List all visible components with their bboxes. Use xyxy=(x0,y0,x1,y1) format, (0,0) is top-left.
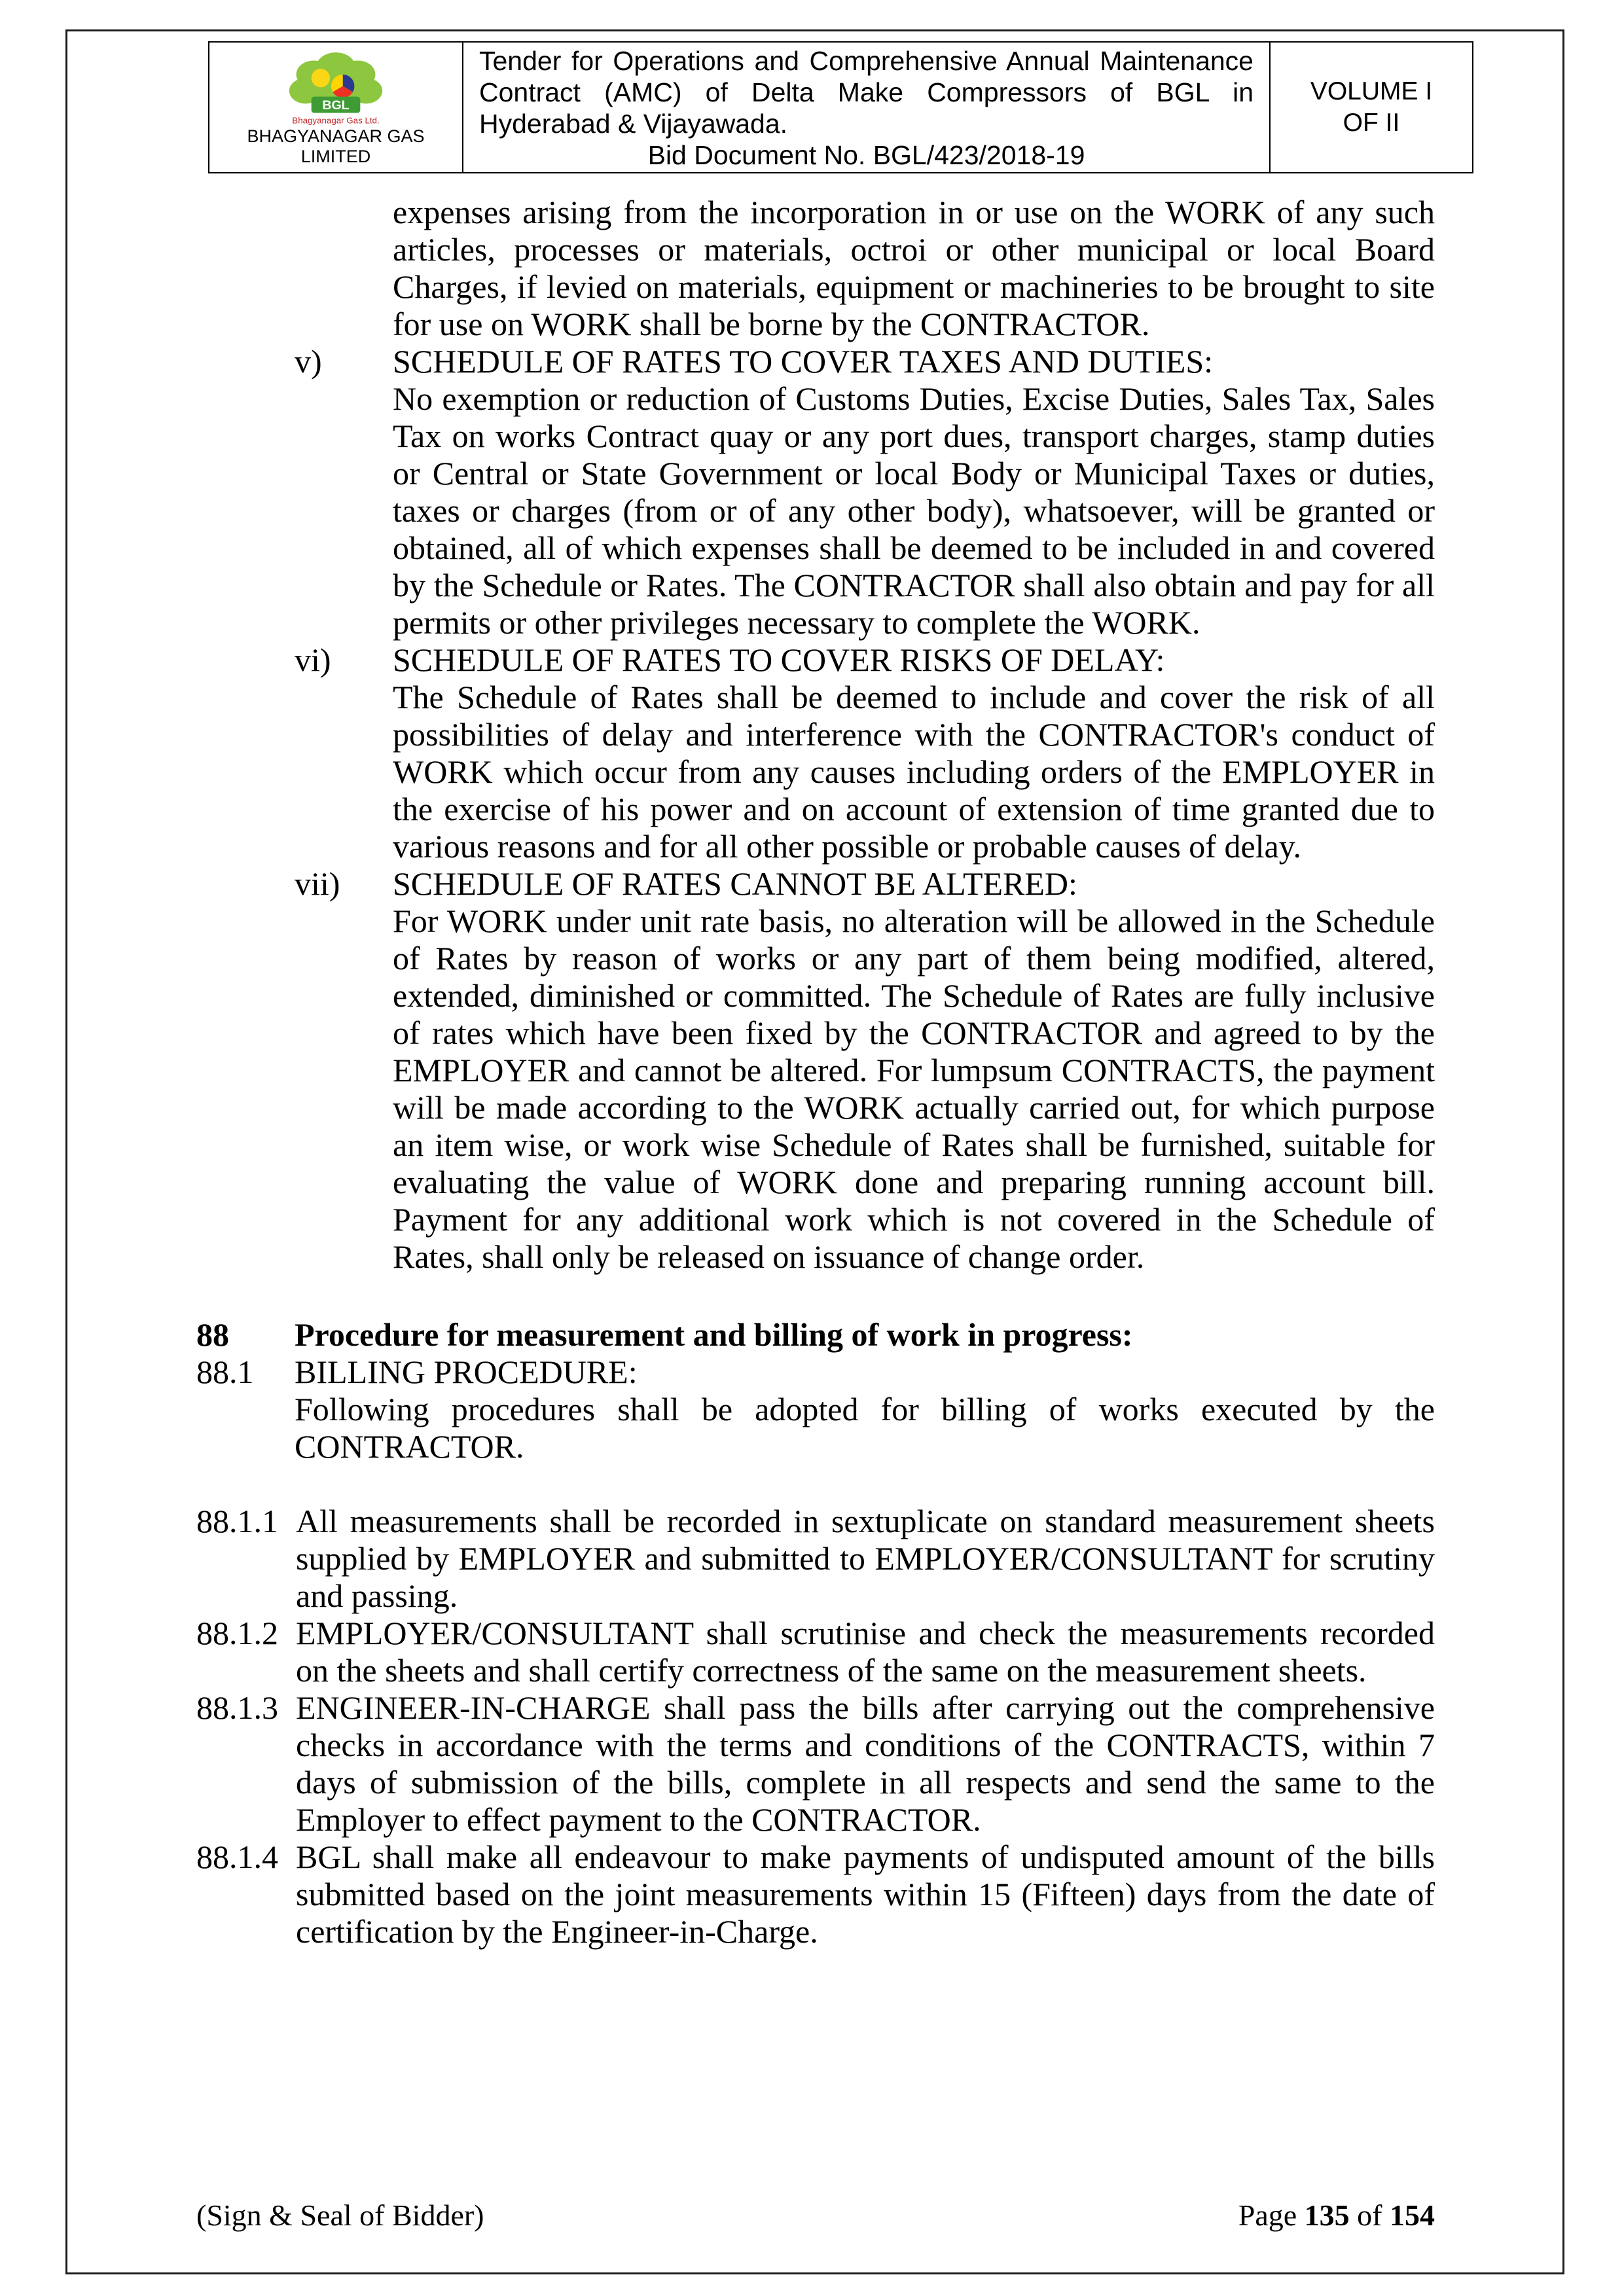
bid-document-number: Bid Document No. BGL/423/2018-19 xyxy=(647,140,1085,170)
page-number: 135 xyxy=(1304,2198,1350,2232)
volume-line1: VOLUME I xyxy=(1310,77,1433,105)
item-number: 88.1.2 xyxy=(196,1615,278,1651)
document-header xyxy=(208,41,1473,173)
page-footer xyxy=(196,2198,1435,2233)
page-indicator xyxy=(1238,2198,1435,2233)
org-name xyxy=(247,126,424,167)
item-88-1-2 xyxy=(196,1615,1435,1689)
clause-text: For WORK under unit rate basis, no alteration will be allowed in the Schedule of Rates by reason of works or any part of them being modified, altered, extended, diminished or committed. The Schedule of Rates are fully inclusive of rates which have been fixed by the CONTRACTOR and agreed to by the EMPLOYER and cannot be altered. For lumpsum CONTRACTS, the payment will be made according to the WORK actually carried out, for which purpose an item wise, or work wise Schedule of Rates shall be furnished, suitable for evaluating the value of WORK done and preparing running account bill. Payment for any additional work which is not covered in the Schedule of Rates, shall only be released on issuance of change order. xyxy=(393,903,1435,1275)
page-label: Page xyxy=(1238,2198,1305,2232)
org-name-line1: BHAGYANAGAR GAS xyxy=(247,126,425,146)
sign-seal-label: (Sign & Seal of Bidder) xyxy=(196,2198,484,2232)
logo-cell xyxy=(209,43,463,172)
volume-cell xyxy=(1271,43,1472,172)
clause-heading: SCHEDULE OF RATES TO COVER TAXES AND DUTIES: xyxy=(393,343,1214,380)
paragraph-continuation: expenses arising from the incorporation in or use on the WORK of any such articles, processes or materials, octroi or other municipal or local Board Charges, if levied on materials, equipment or machineries to be brought to site for use on WORK shall be borne by the CONTRACTOR. xyxy=(393,194,1435,342)
item-body: All measurements shall be recorded in sextuplicate on standard measurement sheets supplied by EMPLOYER and submitted to EMPLOYER/CONSULTANT for scrutiny and passing. xyxy=(296,1503,1435,1614)
section-88-heading xyxy=(196,1316,1435,1354)
item-number: 88.1.1 xyxy=(196,1503,278,1539)
item-body: BGL shall make all endeavour to make payments of undisputed amount of the bills submitted based on the joint measurements within 15 (Fifteen) days from the date of certification by the Engineer-in-Charge. xyxy=(296,1839,1435,1950)
subsection-number: 88.1 xyxy=(196,1354,254,1390)
clause-number: v) xyxy=(295,343,322,380)
logo-sun-icon xyxy=(312,69,330,87)
item-body: ENGINEER-IN-CHARGE shall pass the bills after carrying out the comprehensive checks in accordance with the terms and conditions of the CONTRACTS, within 7 days of submission of the bills, complete in all respects and send the same to the Employer to effect payment to the CONTRACTOR. xyxy=(296,1689,1435,1838)
section-title: Procedure for measurement and billing of work in progress: xyxy=(295,1316,1133,1353)
tender-title: Tender for Operations and Comprehensive Annual Maintenance Contract (AMC) of Delta Make Compressors of BGL in Hyderabad & Vijayawada. xyxy=(479,46,1254,139)
clause-vi xyxy=(196,641,1435,865)
section-number: 88 xyxy=(196,1316,229,1353)
item-88-1-1 xyxy=(196,1503,1435,1615)
volume-line2: OF II xyxy=(1343,109,1400,137)
item-88-1-4 xyxy=(196,1839,1435,1950)
logo-subtext: Bhagyanagar Gas Ltd. xyxy=(292,115,380,126)
item-body: EMPLOYER/CONSULTANT shall scrutinise and check the measurements recorded on the sheets and shall certify correctness of the same on the measurement sheets. xyxy=(296,1615,1435,1689)
document-body xyxy=(196,194,1435,1950)
clause-vii xyxy=(196,865,1435,1276)
logo-monogram: BGL xyxy=(322,98,350,113)
clause-v xyxy=(196,343,1435,641)
of-label: of xyxy=(1349,2198,1390,2232)
clause-heading: SCHEDULE OF RATES CANNOT BE ALTERED: xyxy=(393,865,1077,902)
org-name-line2: LIMITED xyxy=(300,147,371,166)
item-number: 88.1.4 xyxy=(196,1839,278,1875)
clause-text: The Schedule of Rates shall be deemed to include and cover the risk of all possibilities of delay and interference with the CONTRACTOR's conduct of WORK which occur from any causes including orders of the EMPLOYER in the exercise of his power and on account of extension of time granted due to various reasons and for all other possible or probable causes of delay. xyxy=(393,679,1435,865)
clause-number: vi) xyxy=(295,641,331,678)
subsection-body: Following procedures shall be adopted for billing of works executed by the CONTRACTOR. xyxy=(295,1391,1435,1465)
item-number: 88.1.3 xyxy=(196,1689,278,1726)
billing-items xyxy=(196,1503,1435,1950)
subsection-88-1 xyxy=(196,1354,1435,1465)
clause-text: No exemption or reduction of Customs Duties, Excise Duties, Sales Tax, Sales Tax on works Contract quay or any port dues, transport charges, stamp duties or Central or State Government or local Body or Municipal Taxes or duties, taxes or charges (from or of any other body), whatsoever, will be granted or obtained, all of which expenses shall be deemed to be included in and covered by the Schedule or Rates. The CONTRACTOR shall also obtain and pay for all permits or other privileges necessary to complete the WORK. xyxy=(393,380,1435,641)
title-cell xyxy=(463,43,1271,172)
subsection-heading: BILLING PROCEDURE: xyxy=(295,1354,638,1390)
item-88-1-3 xyxy=(196,1689,1435,1839)
clause-number: vii) xyxy=(295,865,340,902)
total-pages: 154 xyxy=(1390,2198,1435,2232)
bgl-logo xyxy=(274,48,398,126)
clause-heading: SCHEDULE OF RATES TO COVER RISKS OF DELAY: xyxy=(393,641,1165,678)
